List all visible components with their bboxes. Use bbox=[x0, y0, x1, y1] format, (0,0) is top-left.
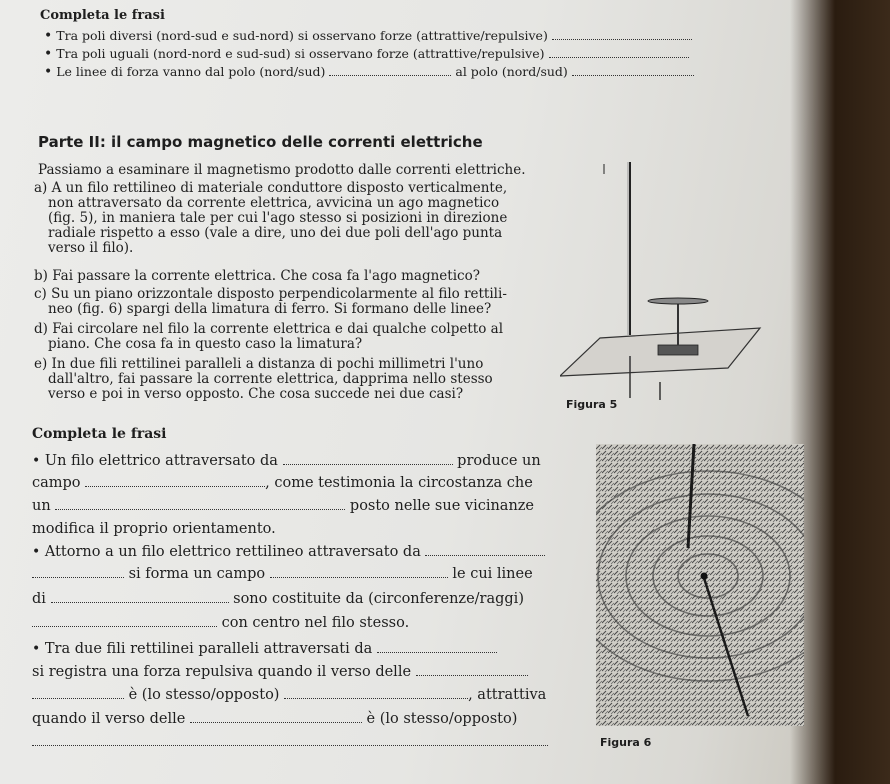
answer-blank[interactable] bbox=[549, 47, 689, 58]
compass-base bbox=[658, 345, 698, 355]
answer-blank[interactable] bbox=[552, 29, 692, 40]
part2-intro: Passiamo a esaminare il magnetismo prodotto dalle correnti elettriche. bbox=[38, 162, 526, 178]
item-c: c) Su un piano orizzontale disposto perpendicolarmente al filo rettili- neo (fig. 6) spargi della limatura di ferro. Si formano delle linee? bbox=[34, 286, 507, 317]
answer-blank[interactable] bbox=[32, 567, 124, 578]
sentence3-line2: si registra una forza repulsiva quando il verso delle bbox=[32, 663, 528, 681]
wire-crossing-point bbox=[701, 573, 708, 580]
item-d: d) Fai circolare nel filo la corrente elettrica e dai qualche colpetto al piano. Che cosa fa in questo caso la limatura? bbox=[34, 321, 504, 352]
answer-blank[interactable] bbox=[425, 545, 545, 556]
iron-filings-pattern bbox=[596, 444, 804, 726]
answer-blank[interactable] bbox=[32, 688, 124, 699]
top-line-1: • Tra poli diversi (nord-sud e sud-nord) si osservano forze (attrattive/repulsive) bbox=[44, 28, 692, 44]
bullet-icon: • bbox=[32, 453, 41, 469]
answer-blank[interactable] bbox=[51, 592, 229, 603]
figure6-photo bbox=[596, 444, 804, 726]
figure5-label: Figura 5 bbox=[566, 398, 618, 411]
item-a: a) A un filo rettilineo di materiale conduttore disposto verticalmente, non attraversato da corrente elettrica, avvicina un ago magnetico (fig. 5), in maniera tale per cui l'ago stesso si posizioni in direzione radiale rispetto a esso (vale a dire, uno dei due poli dell'ago punta verso il filo). bbox=[34, 180, 508, 256]
bottom-heading: Completa le frasi bbox=[32, 426, 167, 442]
answer-blank[interactable] bbox=[270, 567, 448, 578]
sentence2-line2: si forma un campo le cui linee bbox=[32, 565, 533, 583]
sentence2-line1: • Attorno a un filo elettrico rettilineo attraversato da bbox=[32, 543, 545, 561]
magnetic-needle bbox=[648, 298, 708, 304]
sentence3-line3: è (lo stesso/opposto) , attrattiva bbox=[32, 686, 546, 704]
bullet-icon: • bbox=[32, 641, 41, 657]
top-line-3: • Le linee di forza vanno dal polo (nord/sud) al polo (nord/sud) bbox=[44, 64, 694, 80]
top-line-2: • Tra poli uguali (nord-nord e sud-sud) si osservano forze (attrattive/repulsive) bbox=[44, 46, 689, 62]
answer-blank[interactable] bbox=[572, 65, 694, 76]
answer-blank[interactable] bbox=[85, 476, 265, 487]
item-e: e) In due fili rettilinei paralleli a distanza di pochi millimetri l'uno dall'altro, fai passare la corrente elettrica, dapprima nello stesso verso e poi in verso opposto. Che cosa succede nei due casi? bbox=[34, 356, 493, 402]
sentence2-line4: con centro nel filo stesso. bbox=[32, 614, 409, 632]
top-heading: Completa le frasi bbox=[40, 8, 165, 23]
sentence2-line3: di sono costituite da (circonferenze/raggi) bbox=[32, 591, 524, 607]
answer-blank[interactable] bbox=[416, 665, 528, 676]
bullet-icon: • bbox=[44, 64, 53, 80]
answer-blank[interactable] bbox=[55, 499, 345, 510]
item-b: b) Fai passare la corrente elettrica. Che cosa fa l'ago magnetico? bbox=[34, 268, 480, 284]
part2-heading: Parte II: il campo magnetico delle correnti elettriche bbox=[38, 133, 483, 151]
answer-blank[interactable] bbox=[283, 454, 453, 465]
bullet-icon: • bbox=[44, 28, 53, 44]
answer-blank[interactable] bbox=[284, 688, 468, 699]
answer-blank[interactable] bbox=[377, 642, 497, 653]
figure6-label: Figura 6 bbox=[600, 736, 652, 749]
sentence1-line2: campo , come testimonia la circostanza che bbox=[32, 475, 533, 491]
figure5-illustration bbox=[560, 150, 770, 410]
answer-blank[interactable] bbox=[190, 712, 362, 723]
sentence1-line4: modifica il proprio orientamento. bbox=[32, 521, 276, 537]
answer-blank-long[interactable] bbox=[32, 744, 548, 746]
answer-blank[interactable] bbox=[32, 616, 217, 627]
sentence1-line1: • Un filo elettrico attraversato da produce un bbox=[32, 453, 541, 469]
answer-blank[interactable] bbox=[329, 65, 451, 76]
page-edge-shadow bbox=[790, 0, 890, 784]
sentence1-line3: un posto nelle sue vicinanze bbox=[32, 498, 535, 514]
bullet-icon: • bbox=[32, 544, 41, 560]
bullet-icon: • bbox=[44, 46, 53, 62]
sentence3-line4: quando il verso delle è (lo stesso/opposto) bbox=[32, 711, 518, 727]
sentence3-line1: • Tra due fili rettilinei paralleli attraversati da bbox=[32, 640, 497, 658]
